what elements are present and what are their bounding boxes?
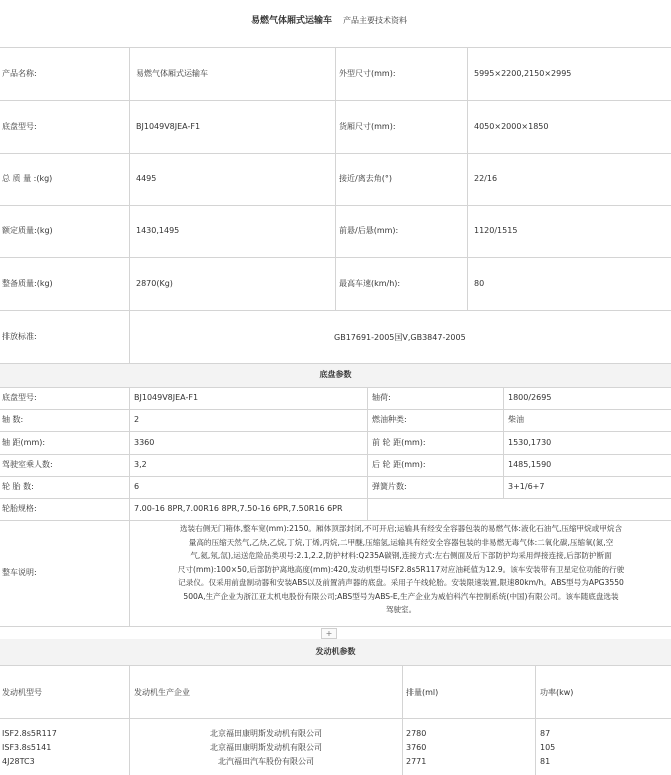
vehicle-desc-line: 500A,生产企业为浙江亚太机电股份有限公司;ABS型号为ABS-E,生产企业为威伯科汽车控制系统(中国)有限公司。该车随底盘选装 bbox=[183, 591, 619, 601]
page-title: 易燃气体厢式运输车 bbox=[251, 16, 333, 26]
spec-value-chassis-model: BJ1049V8JEA-F1 bbox=[136, 122, 201, 131]
chassis-value-cab-seats: 3,2 bbox=[134, 460, 147, 469]
engine-cell-maker: 北京福田康明斯发动机有限公司 bbox=[210, 743, 322, 752]
chassis-label-rear-track: 后 轮 距(mm): bbox=[372, 460, 426, 469]
tire-spec-value: 7.00-16 8PR,7.00R16 8PR,7.50-16 6PR,7.50R16 6PR bbox=[134, 504, 343, 513]
engine-header-power: 功率(kw) bbox=[540, 688, 574, 697]
spec-label-curb-mass: 整备质量:(kg) bbox=[2, 279, 53, 288]
engine-cell-model: ISF2.8s5R117 bbox=[2, 729, 57, 738]
spec-value-outer-size: 5995×2200,2150×2995 bbox=[474, 69, 572, 78]
chassis-label-axle-load: 轴荷: bbox=[372, 393, 391, 402]
spec-value-total-mass: 4495 bbox=[136, 174, 157, 183]
chassis-value-rear-track: 1485,1590 bbox=[508, 460, 552, 469]
spec-value-rated-mass: 1430,1495 bbox=[136, 226, 180, 235]
engine-cell-displacement: 2771 bbox=[406, 757, 427, 766]
engine-cell-power: 81 bbox=[540, 757, 551, 766]
engine-section-title: 发动机参数 bbox=[315, 647, 356, 656]
engine-cell-maker: 北汽福田汽车股份有限公司 bbox=[218, 757, 314, 766]
chassis-label-axles: 轴 数: bbox=[2, 415, 24, 424]
spec-label-rated-mass: 额定质量:(kg) bbox=[2, 226, 53, 235]
engine-cell-displacement: 2780 bbox=[406, 729, 427, 738]
chassis-value-tires: 6 bbox=[134, 482, 140, 491]
spec-label-total-mass: 总 质 量 :(kg) bbox=[2, 174, 53, 183]
chassis-value-axles: 2 bbox=[134, 415, 140, 424]
spec-value-max-speed: 80 bbox=[474, 279, 485, 288]
engine-cell-power: 105 bbox=[540, 743, 556, 752]
chassis-value-model: BJ1049V8JEA-F1 bbox=[134, 393, 199, 402]
engine-cell-power: 87 bbox=[540, 729, 551, 738]
chassis-value-fuel: 柴油 bbox=[508, 415, 524, 424]
spec-label-outer-size: 外型尺寸(mm): bbox=[339, 69, 396, 78]
spec-label-cargo-size: 货厢尺寸(mm): bbox=[339, 122, 396, 131]
vehicle-desc-line: 量高的压缩天然气,乙炔,乙烷,丁烷,丁烯,丙烷,二甲醚,压缩氢,运输具有经安全容器包装的非易燃无毒气体:二氧化碳,压缩氧(氮,空 bbox=[188, 537, 614, 547]
chassis-label-tires: 轮 胎 数: bbox=[2, 482, 34, 491]
spec-label-chassis-model: 底盘型号: bbox=[2, 122, 37, 131]
vehicle-desc-line: 尺寸(mm):100×50,后部防护离地高度(mm):420,发动机型号ISF2.8s5R117对应油耗值为12.9。该车安装带有卫星定位功能的行驶 bbox=[177, 564, 625, 574]
page-subtitle: 产品主要技术资料 bbox=[343, 16, 407, 25]
spec-value-emission: GB17691-2005国Ⅴ,GB3847-2005 bbox=[334, 333, 466, 342]
chassis-value-wheelbase: 3360 bbox=[134, 438, 155, 447]
spec-value-overhang: 1120/1515 bbox=[474, 226, 518, 235]
spec-value-approach-angle: 22/16 bbox=[474, 174, 498, 183]
engine-cell-maker: 北京福田康明斯发动机有限公司 bbox=[210, 729, 322, 738]
chassis-section-title: 底盘参数 bbox=[319, 370, 352, 379]
expand-toggle-button[interactable]: + bbox=[321, 628, 337, 639]
spec-label-max-speed: 最高车速(km/h): bbox=[339, 279, 401, 288]
engine-cell-model: 4J28TC3 bbox=[2, 757, 35, 766]
spec-label-overhang: 前悬/后悬(mm): bbox=[339, 226, 399, 235]
chassis-label-front-track: 前 轮 距(mm): bbox=[372, 438, 426, 447]
spec-label-product-name: 产品名称: bbox=[2, 69, 37, 78]
chassis-label-fuel: 燃油种类: bbox=[372, 415, 407, 424]
chassis-value-springs: 3+1/6+7 bbox=[508, 482, 545, 491]
spec-value-curb-mass: 2870(Kg) bbox=[136, 279, 173, 288]
engine-cell-model: ISF3.8s5141 bbox=[2, 743, 52, 752]
vehicle-desc-line: 记录仪。仅采用前盘制动器和安装ABS以及前置消声器的底盘。采用子午线轮胎。安装限速装置,限速80km/h。ABS型号为APG3550 bbox=[178, 578, 624, 587]
vehicle-desc-line: 选装右侧无门箱体,整车宽(mm):2150。厢体顶部封闭,不可开启;运输具有经安全容器包装的易燃气体:液化石油气,压缩甲烷或甲烷含 bbox=[179, 524, 623, 533]
chassis-label-model: 底盘型号: bbox=[2, 393, 37, 402]
vehicle-desc-line: 驾驶室。 bbox=[385, 605, 417, 614]
spec-label-approach-angle: 接近/离去角(°) bbox=[339, 174, 392, 183]
engine-header-model: 发动机型号 bbox=[2, 688, 42, 697]
spec-value-product-name: 易燃气体厢式运输车 bbox=[136, 69, 208, 78]
vehicle-desc-line: 气,氦,氖,氙),运送危险品类项号:2.1,2.2,防护材料:Q235A碳钢,连接方式:左右侧面及后下部防护均采用焊接连接,后部防护断面 bbox=[190, 551, 612, 560]
vehicle-desc-label: 整车说明: bbox=[2, 568, 37, 577]
vehicle-desc-text bbox=[136, 522, 666, 617]
chassis-value-front-track: 1530,1730 bbox=[508, 438, 552, 447]
spec-label-emission: 排放标准: bbox=[2, 332, 37, 341]
tire-spec-label: 轮胎规格: bbox=[2, 504, 37, 513]
chassis-label-springs: 弹簧片数: bbox=[372, 482, 407, 491]
engine-header-maker: 发动机生产企业 bbox=[134, 688, 190, 697]
chassis-label-cab-seats: 驾驶室乘人数: bbox=[2, 460, 53, 469]
chassis-value-axle-load: 1800/2695 bbox=[508, 393, 552, 402]
chassis-label-wheelbase: 轴 距(mm): bbox=[2, 438, 46, 447]
engine-cell-displacement: 3760 bbox=[406, 743, 427, 752]
engine-header-displacement: 排量(ml) bbox=[406, 688, 439, 697]
spec-value-cargo-size: 4050×2000×1850 bbox=[474, 122, 549, 131]
